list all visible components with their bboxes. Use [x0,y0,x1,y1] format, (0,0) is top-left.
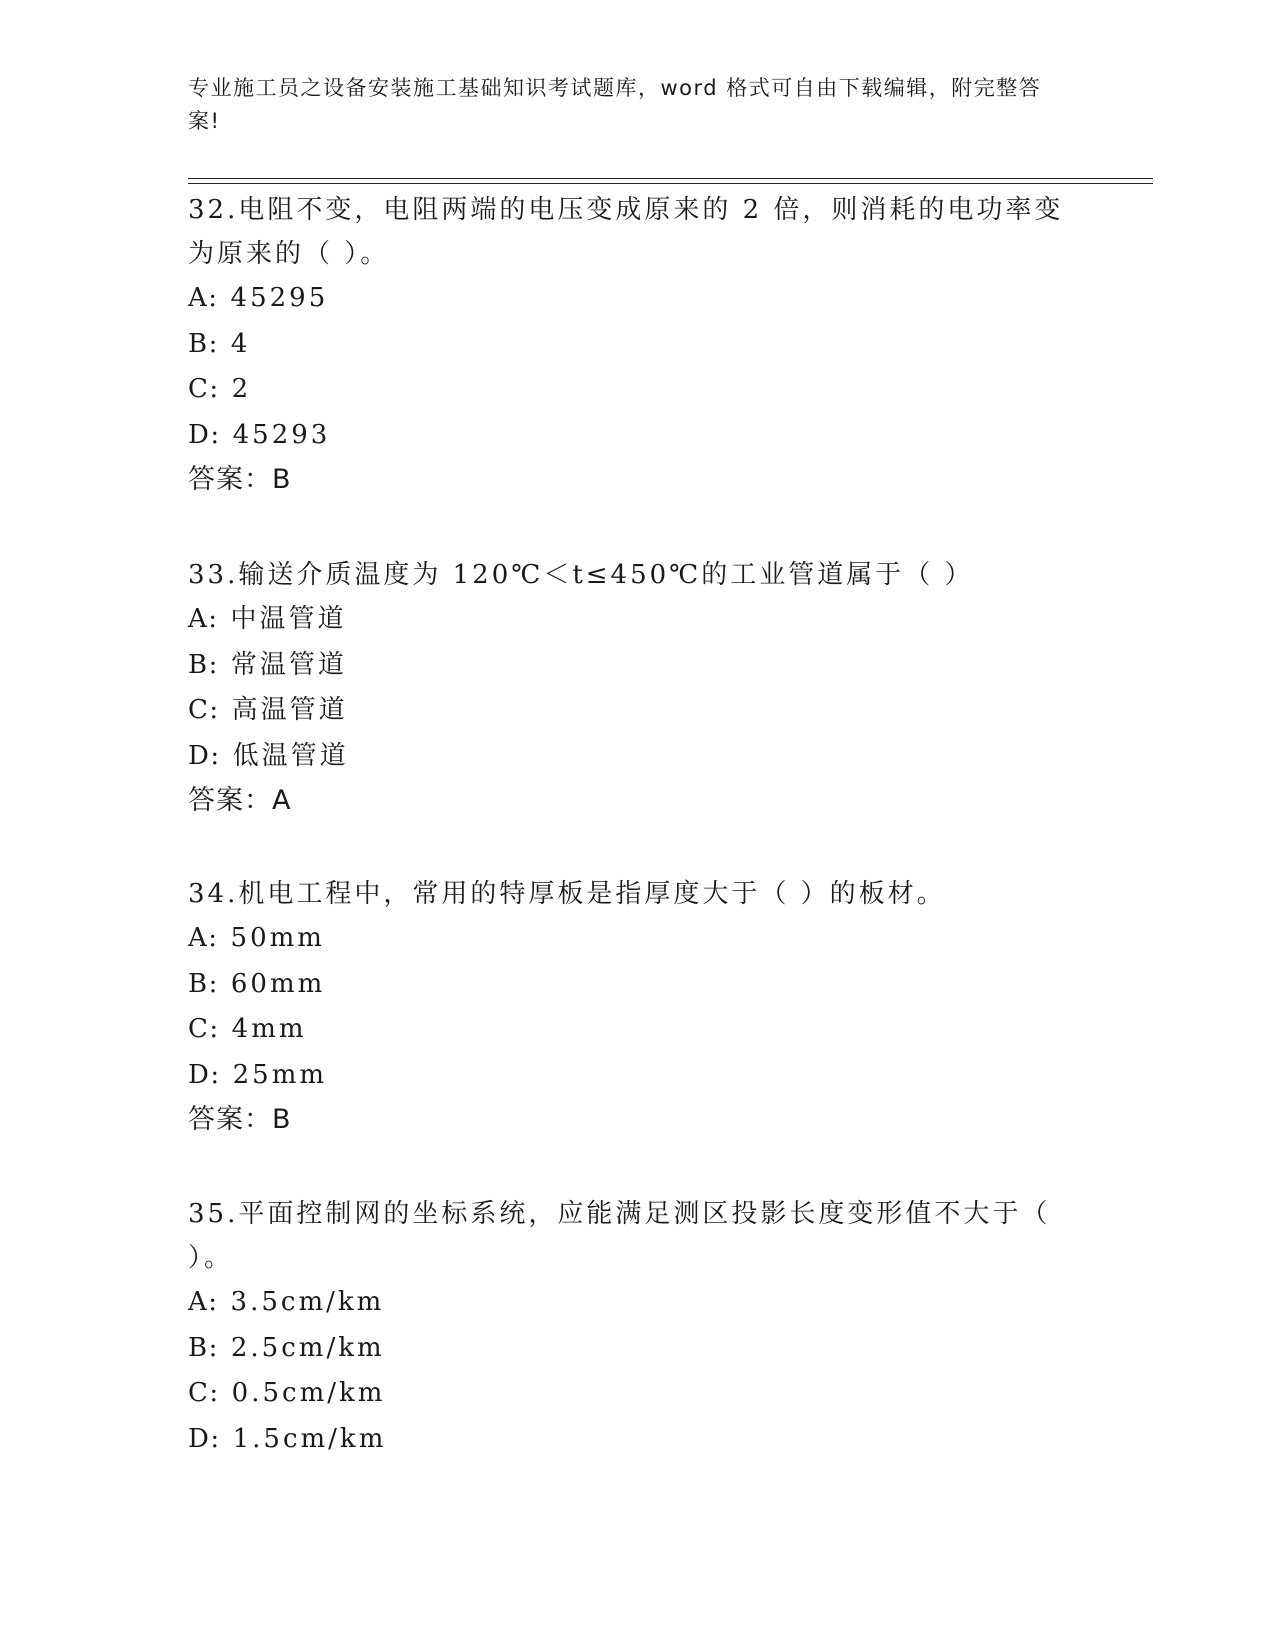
option-value: 25mm [232,1059,328,1090]
option-d [188,413,1088,459]
question-34 [188,872,1088,1142]
option-d [188,734,1088,780]
option-value: 低温管道 [232,740,349,771]
option-letter: C: [188,695,220,725]
answer: 答案：B [188,464,292,495]
question-text: 32.电阻不变，电阻两端的电压变成原来的 2 倍，则消耗的电功率变为原来的（ ）。 [188,195,1064,269]
option-c [188,1007,1088,1053]
answer: 答案：A [188,785,292,816]
option-d [188,1053,1088,1099]
option-value: 50mm [230,923,325,953]
option-letter: B: [188,328,219,359]
option-value: 3.5cm/km [230,1287,385,1317]
option-a [188,1280,1088,1326]
option-c [188,1371,1088,1417]
option-letter: B: [188,968,219,999]
option-value: 2.5cm/km [230,1332,385,1363]
option-letter: A: [188,923,219,953]
option-letter: A: [188,283,219,313]
option-b [188,643,1088,689]
option-value: 60mm [230,968,326,999]
option-c [188,367,1088,413]
option-letter: B: [188,1332,219,1363]
option-value: 1.5cm/km [232,1423,387,1454]
question-35 [188,1192,1088,1462]
option-a [188,276,1088,322]
option-value: 常温管道 [230,649,347,680]
header-divider-top [188,178,1153,179]
option-letter: B: [188,649,219,680]
question-text: 34.机电工程中，常用的特厚板是指厚度大于（ ）的板材。 [188,879,946,909]
option-d [188,1417,1088,1463]
option-letter: D: [188,419,221,450]
answer: 答案：B [188,1104,292,1135]
option-value: 4mm [231,1014,307,1044]
option-a [188,597,1088,643]
document-header: 专业施工员之设备安装施工基础知识考试题库，word 格式可自由下载编辑，附完整答案! [188,76,1042,133]
option-value: 0.5cm/km [231,1378,386,1408]
option-value: 45295 [230,283,329,313]
option-letter: D: [188,740,221,771]
question-text: 33.输送介质温度为 120℃＜t≤450℃的工业管道属于（ ） [188,560,974,590]
option-value: 4 [230,328,251,359]
option-letter: A: [188,1287,219,1317]
option-letter: C: [188,1378,220,1408]
question-33 [188,553,1088,823]
option-letter: C: [188,1014,220,1044]
option-value: 2 [231,374,252,404]
option-letter: D: [188,1423,221,1454]
option-letter: C: [188,374,220,404]
question-text: 35.平面控制网的坐标系统，应能满足测区投影长度变形值不大于（ ）。 [188,1199,1051,1273]
header-divider-bottom [188,183,1153,184]
option-letter: D: [188,1059,221,1090]
option-value: 45293 [232,419,331,450]
option-value: 中温管道 [230,604,347,634]
option-b [188,1326,1088,1372]
option-letter: A: [188,604,219,634]
option-b [188,962,1088,1008]
option-c [188,688,1088,734]
question-32 [188,188,1088,502]
option-a [188,916,1088,962]
option-b [188,322,1088,368]
option-value: 高温管道 [231,695,348,725]
